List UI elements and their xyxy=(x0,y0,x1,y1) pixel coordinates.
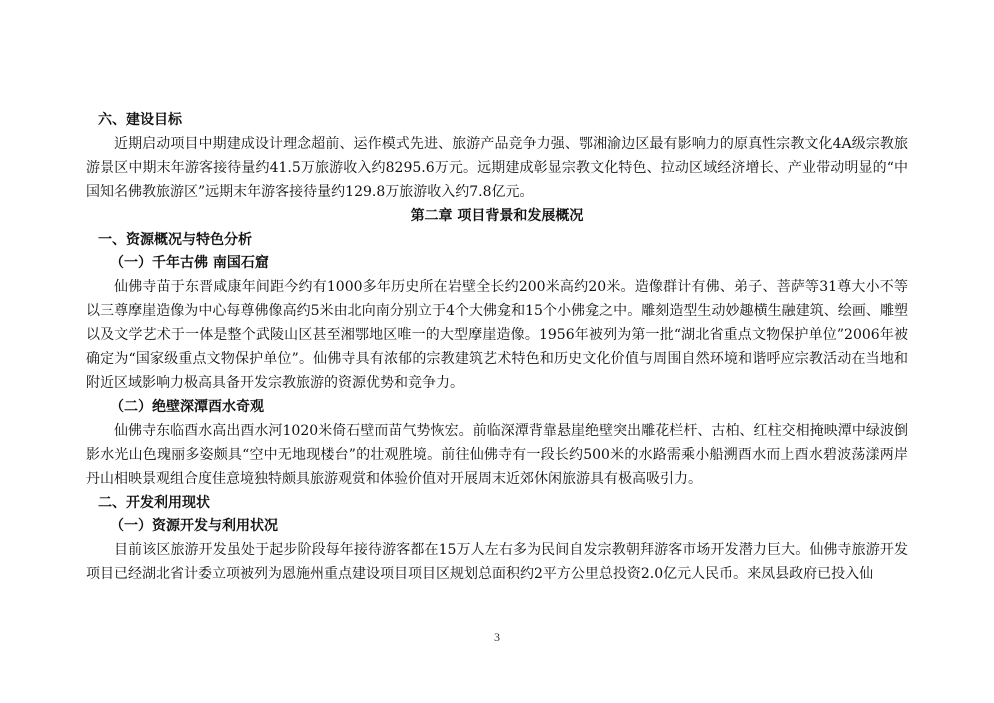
item-heading-resource-development: （一）资源开发与利用状况 xyxy=(110,518,278,535)
paragraph-ancient-buddha: 仙佛寺苗于东晋咸康年间距今约有1000多年历史所在岩壁全长约200米高约20米。造像群计有佛、弟子、菩萨等31尊大小不等以三尊摩崖造像为中心每尊佛像高约5米由北向南分别立于4个大佛龛和15个小佛龛之中。雕刻造型生动妙趣横生融建筑、绘画、雕塑以及文学艺术于一体是整个武陵山区甚至湘鄂地区唯一的大型摩崖造像。1956年被列为第一批“湖北省重点文物保护单位”2006年被确定为“国家级重点文物保护单位”。仙佛寺具有浓郁的宗教建筑艺术特色和历史文化价值与周围自然环境和谐呼应宗教活动在当地和附近区域影响力极高具备开发宗教旅游的资源优势和竞争力。 xyxy=(86,279,908,391)
item-heading-ancient-buddha: （一）千年古佛 南国石窟 xyxy=(110,255,269,272)
sub-heading-resources: 一、资源概况与特色分析 xyxy=(98,231,252,248)
chapter-title: 第二章 项目背景和发展概况 xyxy=(410,207,584,224)
section-heading: 六、建设目标 xyxy=(98,112,182,128)
page-number: 3 xyxy=(494,630,500,644)
paragraph-cliff-pool: 仙佛寺东临酉水高出酉水河1020米倚石壁而苗气势恢宏。前临深潭背靠悬崖绝壁突出雕花栏杆、古柏、红柱交相掩映潭中绿波倒影水光山色瑰丽多姿颇具“空中无地现楼台”的壮观胜境。前往仙佛寺有一段长约500米的水路需乘小船溯酉水而上酉水碧波荡漾两岸丹山相映景观组合度佳意境独特颇具旅游观赏和体验价值对开展周末近郊休闲旅游具有极高吸引力。 xyxy=(86,422,908,487)
paragraph-resource-development: 目前该区旅游开发虽处于起步阶段每年接待游客都在15万人左右多为民间自发宗教朝拜游客市场开发潜力巨大。仙佛寺旅游开发项目已经湖北省计委立项被列为恩施州重点建设项目项目区规划总面积约2平方公里总投资2.0亿元人民币。来凤县政府已投入仙 xyxy=(86,542,908,583)
document-body xyxy=(86,109,908,587)
item-heading-cliff-pool: （二）绝壁深潭酉水奇观 xyxy=(110,398,264,415)
section-paragraph: 近期启动项目中期建成设计理念超前、运作模式先进、旅游产品竞争力强、鄂湘渝边区最有影响力的原真性宗教文化4A级宗教旅游景区中期末年游客接待量约41.5万旅游收入约8295.6万元。远期建成彰显宗教文化特色、拉动区域经济增长、产业带动明显的“中国知名佛教旅游区”远期末年游客接待量约129.8万旅游收入约7.8亿元。 xyxy=(86,135,908,200)
sub-heading-development: 二、开发利用现状 xyxy=(98,494,210,511)
